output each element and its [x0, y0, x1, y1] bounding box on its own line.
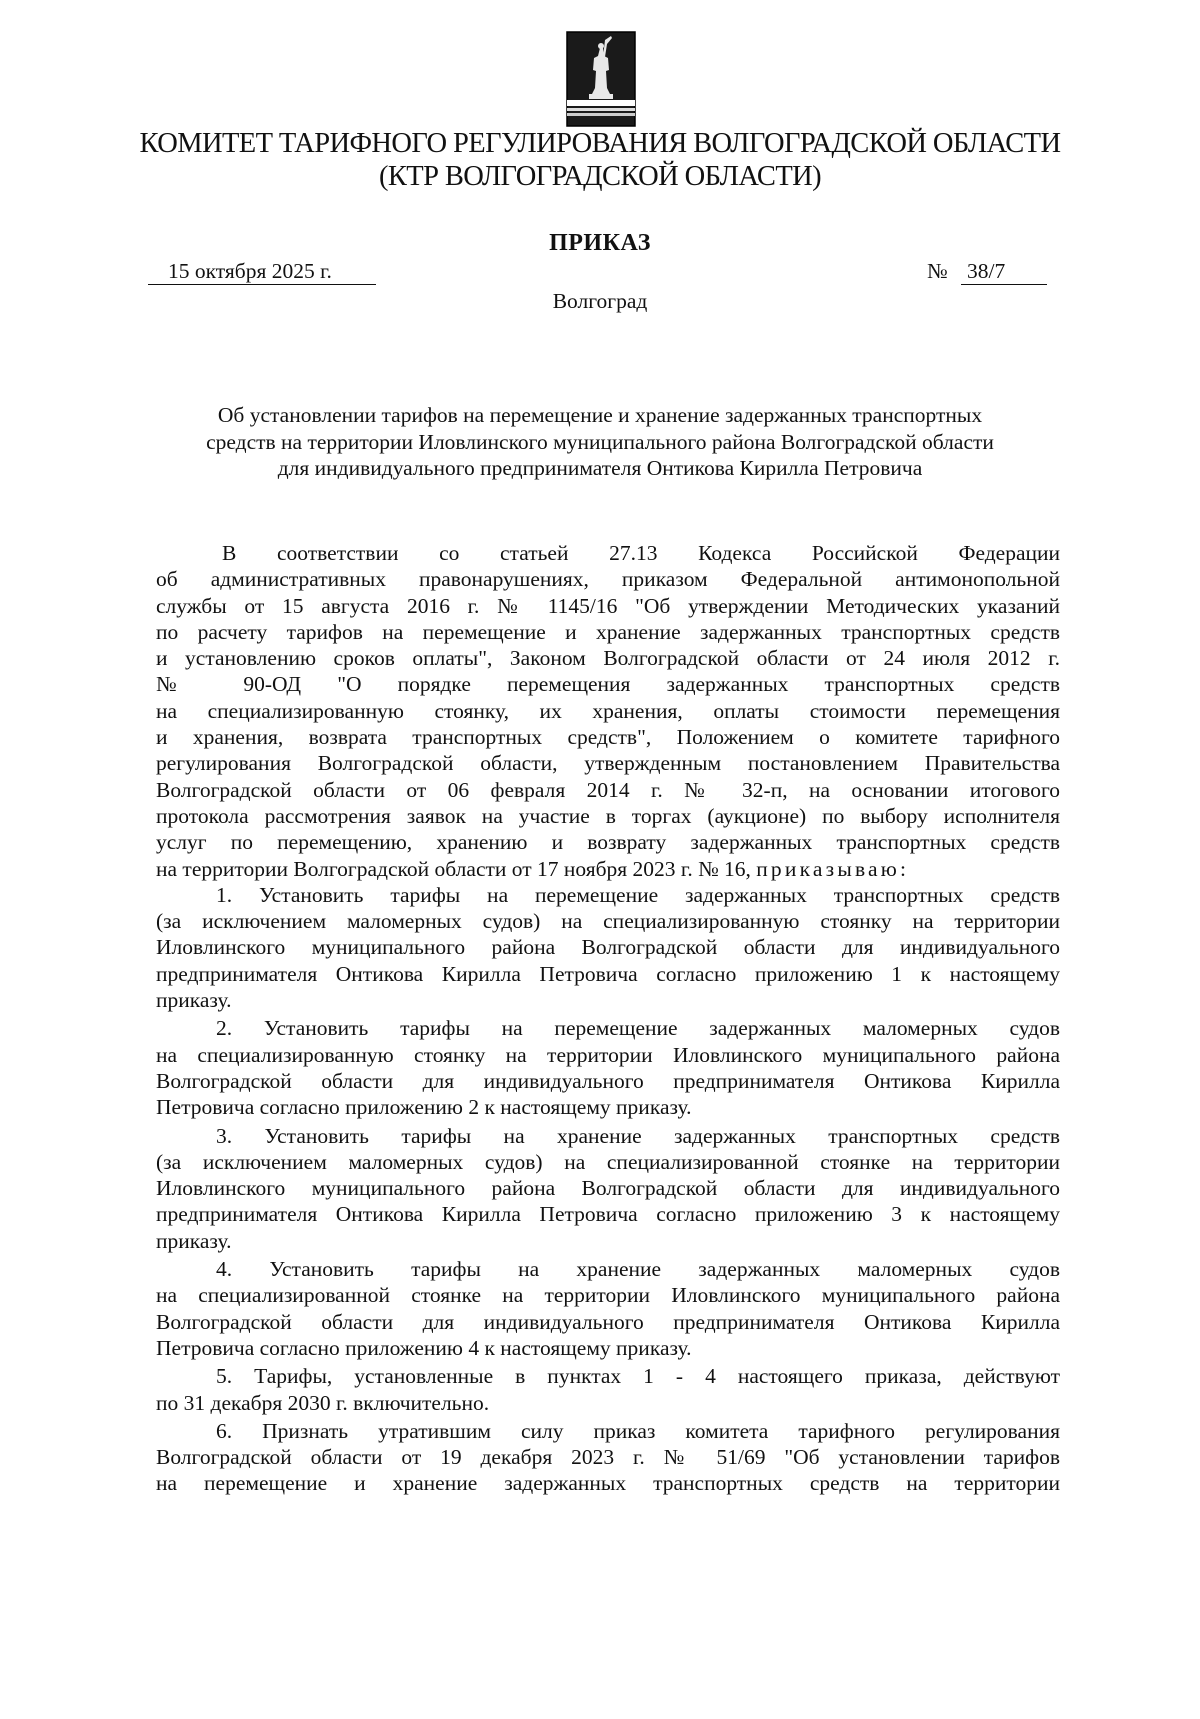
item-line: на перемещение и хранение задержанных транспортных средств на территории	[156, 1471, 1060, 1496]
item-line: Волгоградской области от 19 декабря 2023 г. № 51/69 "Об установлении тарифов	[156, 1445, 1060, 1470]
item-line: Иловлинского муниципального района Волгоградской области для индивидуального	[156, 1176, 1060, 1201]
preamble-line: услуг по перемещению, хранению и возврату задержанных транспортных средств	[156, 830, 1060, 855]
item-line: на специализированную стоянку на территории Иловлинского муниципального района	[156, 1042, 1060, 1067]
preamble-line: регулирования Волгоградской области, утвержденным постановлением Правительства	[156, 751, 1060, 776]
item-line: приказу.	[156, 1228, 232, 1253]
preamble-line: № 90-ОД "О порядке перемещения задержанных транспортных средств	[156, 672, 1060, 697]
item-line: предпринимателя Онтикова Кирилла Петровича согласно приложению 1 к настоящему	[156, 961, 1060, 986]
item-line: Иловлинского муниципального района Волгоградской области для индивидуального	[156, 935, 1060, 960]
item-line: 5. Тарифы, установленные в пунктах 1 - 4 настоящего приказа, действуют	[216, 1364, 1060, 1389]
item-line: 4. Установить тарифы на хранение задержанных маломерных судов	[216, 1257, 1060, 1282]
order-item-4	[156, 1256, 1060, 1361]
order-item-1	[156, 882, 1060, 1013]
document-type-title: ПРИКАЗ	[549, 230, 651, 256]
subject-line: для индивидуального предпринимателя Онтикова Кирилла Петровича	[277, 456, 923, 480]
order-date: 15 октября 2025 г.	[148, 258, 376, 285]
order-directive: приказываю:	[756, 856, 910, 881]
issue-city: Волгоград	[552, 289, 648, 313]
item-line: 1. Установить тарифы на перемещение задержанных транспортных средств	[216, 882, 1060, 907]
item-line: 6. Признать утратившим силу приказ комитета тарифного регулирования	[216, 1418, 1060, 1443]
item-line: приказу.	[156, 988, 232, 1013]
order-item-2	[156, 1015, 1060, 1120]
order-item-3	[156, 1123, 1060, 1254]
preamble-paragraph	[156, 540, 1060, 882]
item-line: 3. Установить тарифы на хранение задержанных транспортных средств	[216, 1123, 1060, 1148]
preamble-line	[156, 856, 1060, 882]
order-body	[156, 540, 1060, 1497]
preamble-line: и хранения, возврата транспортных средств", Положением о комитете тарифного	[156, 725, 1060, 750]
number-sign: №	[927, 259, 948, 283]
volgograd-coat-of-arms-icon	[565, 30, 637, 128]
organization-name: КОМИТЕТ ТАРИФНОГО РЕГУЛИРОВАНИЯ ВОЛГОГРАДСКОЙ ОБЛАСТИ	[139, 128, 1061, 159]
item-line: 2. Установить тарифы на перемещение задержанных маломерных судов	[216, 1016, 1060, 1041]
item-line: Петровича согласно приложению 2 к настоящему приказу.	[156, 1095, 692, 1120]
preamble-line: протокола рассмотрения заявок на участие в торгах (аукционе) по выбору исполнителя	[156, 803, 1060, 828]
item-line: на специализированной стоянке на территории Иловлинского муниципального района	[156, 1283, 1060, 1308]
preamble-line: об административных правонарушениях, приказом Федеральной антимонопольной	[156, 567, 1060, 592]
item-line: Волгоградской области для индивидуального предпринимателя Онтикова Кирилла	[156, 1068, 1060, 1093]
order-number: 38/7	[961, 258, 1047, 285]
preamble-line: на специализированную стоянку, их хранения, оплаты стоимости перемещения	[156, 698, 1060, 723]
preamble-line: В соответствии со статьей 27.13 Кодекса Российской Федерации	[222, 541, 1060, 565]
subject-line: средств на территории Иловлинского муниципального района Волгоградской области	[206, 429, 994, 454]
item-line: (за исключением маломерных судов) на специализированную стоянку на территории	[156, 909, 1060, 934]
item-line: предпринимателя Онтикова Кирилла Петровича согласно приложению 3 к настоящему	[156, 1202, 1060, 1227]
order-item-5	[156, 1363, 1060, 1416]
item-line: по 31 декабря 2030 г. включительно.	[156, 1390, 490, 1415]
preamble-line: службы от 15 августа 2016 г. № 1145/16 "Об утверждении Методических указаний	[156, 593, 1060, 618]
preamble-line: по расчету тарифов на перемещение и хранение задержанных транспортных средств	[156, 619, 1060, 644]
order-item-6	[156, 1418, 1060, 1497]
preamble-line-text: на территории Волгоградской области от 17 ноября 2023 г. № 16,	[156, 856, 751, 881]
item-line: Петровича согласно приложению 4 к настоящему приказу.	[156, 1335, 692, 1360]
order-subject	[150, 402, 1050, 482]
preamble-line: Волгоградской области от 06 февраля 2014 г. № 32-п, на основании итогового	[156, 777, 1060, 802]
organization-abbreviation: (КТР ВОЛГОГРАДСКОЙ ОБЛАСТИ)	[378, 161, 822, 192]
preamble-line: и установлению сроков оплаты", Законом Волгоградской области от 24 июля 2012 г.	[156, 646, 1060, 671]
subject-line: Об установлении тарифов на перемещение и хранение задержанных транспортных	[217, 403, 983, 427]
item-line: (за исключением маломерных судов) на специализированной стоянке на территории	[156, 1149, 1060, 1174]
item-line: Волгоградской области для индивидуального предпринимателя Онтикова Кирилла	[156, 1309, 1060, 1334]
order-number-block	[927, 258, 1047, 285]
